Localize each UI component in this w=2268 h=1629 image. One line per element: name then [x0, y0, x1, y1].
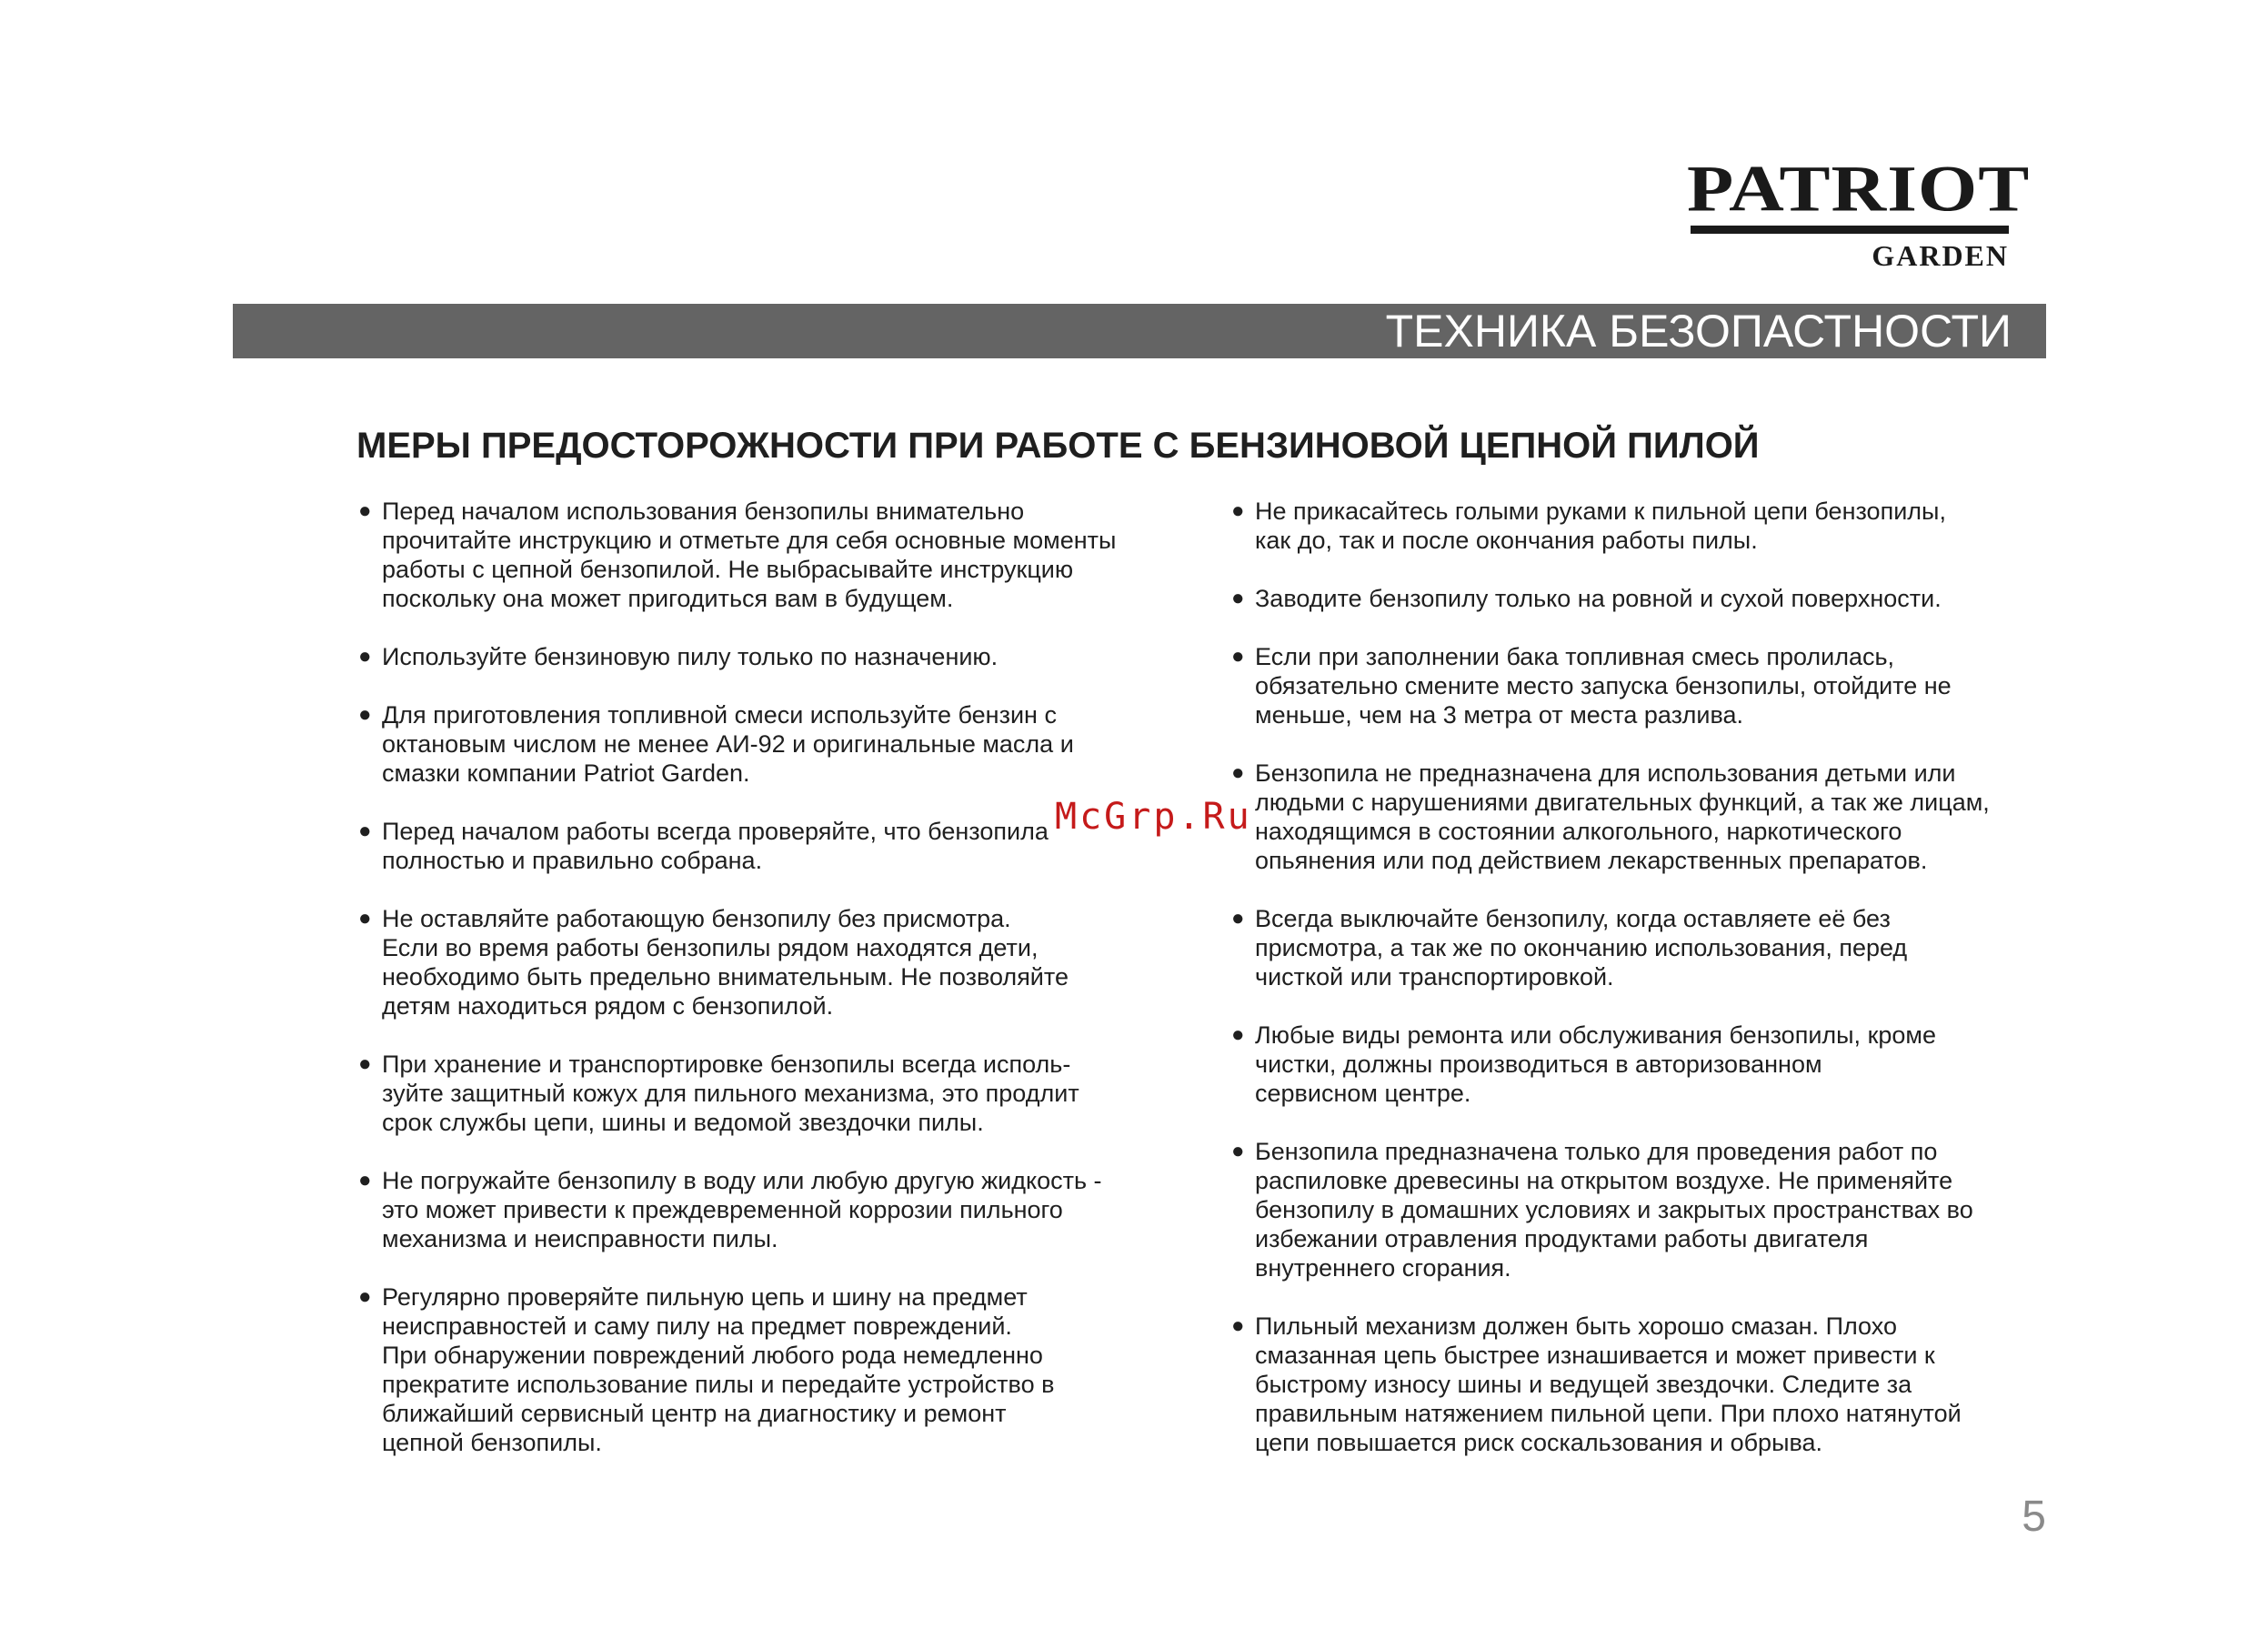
list-item-text: Используйте бензиновую пилу только по назначению. [382, 643, 999, 670]
bullet-icon: ● [358, 702, 372, 727]
bullet-icon: ● [358, 1051, 372, 1076]
list-item-text: Перед началом работы всегда проверяйте, что бензопила полностью и правильно собрана. [382, 818, 1049, 874]
list-item [1229, 1021, 2048, 1108]
list-item-text: Не погружайте бензопилу в воду или любую другую жидкость - это может привести к преждевременной коррозии пильного механизма и неисправности пилы. [382, 1167, 1102, 1252]
list-item [356, 497, 1175, 613]
right-column-list [1229, 497, 2048, 1486]
bullet-icon: ● [1231, 906, 1245, 930]
page-heading: МЕРЫ ПРЕДОСТОРОЖНОСТИ ПРИ РАБОТЕ С БЕНЗИНОВОЙ ЦЕПНОЙ ПИЛОЙ [356, 426, 1760, 466]
logo-brand-text: PATRIOT [1687, 152, 2031, 226]
list-item-text: Пильный механизм должен быть хорошо смазан. Плохо смазанная цепь быстрее изнашивается и может привести к быстрому износу шины и ведущей звездочки. Следите за правильным натяжением пильной цепи. При плохо натянутой цепи повышается риск соскальзования и обрыва. [1255, 1312, 1962, 1456]
list-item [356, 817, 1175, 875]
list-item [356, 700, 1175, 788]
bullet-icon: ● [358, 644, 372, 669]
logo-sub-text: GARDEN [1872, 239, 2009, 272]
bullet-icon: ● [1231, 586, 1245, 610]
patriot-garden-logo [1687, 152, 2031, 275]
list-item [1229, 1137, 2048, 1282]
list-item-text: Для приготовления топливной смеси используйте бензин с октановым числом не менее АИ-92 и оригинальные масла и смазки компании Patriot Garden. [382, 701, 1074, 787]
bullet-icon: ● [1231, 498, 1245, 523]
bullet-icon: ● [358, 906, 372, 930]
bullet-icon: ● [358, 819, 372, 843]
page-number: 5 [2022, 1493, 2046, 1541]
section-title: ТЕХНИКА БЕЗОПАСТНОСТИ [1385, 306, 2012, 357]
list-item [1229, 497, 2048, 555]
list-item-text: Бензопила предназначена только для проведения работ по распиловке древесины на открытом воздухе. Не применяйте бензопилу в домашних условиях и закрытых пространствах во избежании отравления продуктами работы двигателя внутреннего сгорания. [1255, 1138, 1973, 1282]
bullet-icon: ● [358, 1284, 372, 1309]
list-item-text: Не прикасайтесь голыми руками к пильной цепи бензопилы, как до, так и после окончания работы пилы. [1255, 498, 1946, 554]
list-item-text: Не оставляйте работающую бензопилу без присмотра. Если во время работы бензопилы рядом находятся дети, необходимо быть предельно внимательным. Не позволяйте детям находиться рядом с бензопилой. [382, 905, 1069, 1020]
section-header-bar [233, 304, 2046, 358]
left-column-list [356, 497, 1175, 1486]
watermark: McGrp.Ru [1055, 796, 1252, 838]
list-item [356, 904, 1175, 1021]
list-item [1229, 1312, 2048, 1457]
list-item [1229, 642, 2048, 729]
list-item [356, 642, 1175, 671]
bullet-icon: ● [358, 1168, 372, 1192]
list-item-text: Всегда выключайте бензопилу, когда оставляете её без присмотра, а так же по окончанию использования, перед чисткой или транспортировкой. [1255, 905, 1908, 990]
bullet-icon: ● [1231, 1022, 1245, 1047]
bullet-icon: ● [1231, 760, 1245, 785]
list-item [1229, 904, 2048, 991]
bullet-icon: ● [358, 498, 372, 523]
bullet-icon: ● [1231, 1313, 1245, 1338]
list-item [1229, 759, 2048, 875]
logo-underline [1691, 226, 2009, 234]
list-item-text: Бензопила не предназначена для использования детьми или людьми с нарушениями двигательных функций, а так же лицам, находящимся в состоянии алкогольного, наркотического опьянения или под действием лекарственных препаратов. [1255, 759, 1990, 874]
list-item-text: При хранение и транспортировке бензопилы всегда исполь- зуйте защитный кожух для пильного механизма, это продлит срок службы цепи, шины и ведомой звездочки пилы. [382, 1051, 1079, 1136]
list-item [356, 1050, 1175, 1137]
list-item [356, 1282, 1175, 1457]
list-item-text: Если при заполнении бака топливная смесь пролилась, обязательно смените место запуска бензопилы, отойдите не меньше, чем на 3 метра от места разлива. [1255, 643, 1952, 729]
bullet-icon: ● [1231, 1139, 1245, 1163]
list-item-text: Любые виды ремонта или обслуживания бензопилы, кроме чистки, должны производиться в авторизованном сервисном центре. [1255, 1021, 1936, 1107]
list-item-text: Регулярно проверяйте пильную цепь и шину на предмет неисправностей и саму пилу на предмет повреждений. При обнаружении повреждений любого рода немедленно прекратите использование пилы и передайте устройство в ближайший сервисный центр на диагностику и ремонт цепной бензопилы. [382, 1283, 1055, 1456]
list-item [356, 1166, 1175, 1253]
list-item-text: Заводите бензопилу только на ровной и сухой поверхности. [1255, 585, 1942, 612]
list-item [1229, 584, 2048, 613]
list-item-text: Перед началом использования бензопилы внимательно прочитайте инструкцию и отметьте для себя основные моменты работы с цепной бензопилой. Не выбрасывайте инструкцию поскольку она может пригодиться вам в будущем. [382, 498, 1117, 612]
bullet-icon: ● [1231, 644, 1245, 669]
